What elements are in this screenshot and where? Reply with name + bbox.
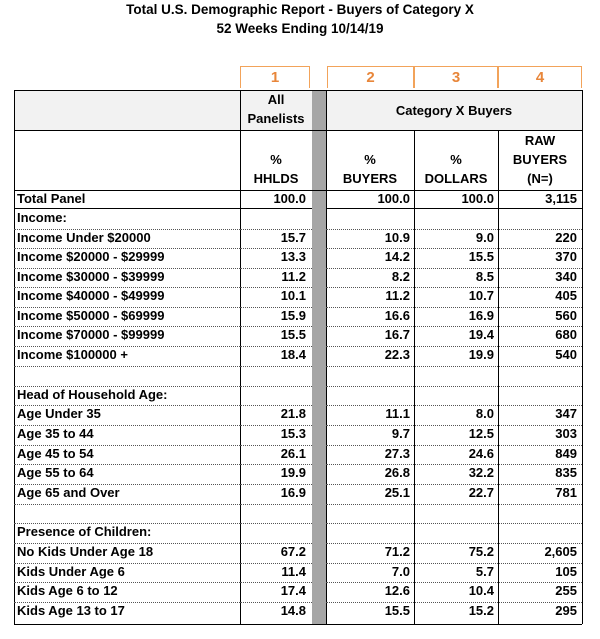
- row-label: Kids Age 13 to 17: [17, 603, 125, 618]
- column-number-3: 3: [414, 66, 498, 88]
- col2-header-2: BUYERS: [342, 171, 398, 186]
- row-value-dollars: 10.4: [468, 583, 494, 598]
- all-panelists-label-1: All: [267, 92, 285, 107]
- row-value-buyers: 15.5: [384, 603, 410, 618]
- table-bottom-border: [14, 624, 582, 625]
- row-value-buyers: 26.8: [384, 465, 410, 480]
- row-separator: [14, 504, 240, 505]
- row-value-dollars: 22.7: [468, 485, 494, 500]
- row-label: Total Panel: [17, 191, 86, 206]
- row-value-buyers: 100.0: [377, 191, 410, 206]
- row-value-buyers: 27.3: [384, 446, 410, 461]
- row-value-raw: 3,115: [545, 191, 577, 206]
- row-value-buyers: 14.2: [384, 249, 410, 264]
- row-value-hhlds: 15.9: [280, 308, 306, 323]
- row-value-dollars: 16.9: [468, 308, 494, 323]
- row-value-raw: 340: [555, 269, 577, 284]
- report-title: Total U.S. Demographic Report - Buyers of Category X: [126, 2, 474, 17]
- row-value-dollars: 19.9: [468, 347, 494, 362]
- row-value-dollars: 12.5: [468, 426, 494, 441]
- row-value-buyers: 71.2: [384, 544, 410, 559]
- row-value-buyers: 22.3: [384, 347, 410, 362]
- row-label: No Kids Under Age 18: [17, 544, 154, 559]
- row-value-raw: 370: [555, 249, 577, 264]
- row-value-raw: 220: [555, 230, 577, 245]
- row-value-dollars: 100.0: [461, 191, 494, 206]
- row-value-buyers: 16.7: [384, 327, 410, 342]
- total-row-line-right: [326, 208, 582, 209]
- row-value-buyers: 11.1: [385, 406, 410, 421]
- row-value-raw: 303: [555, 426, 577, 441]
- row-label: Income $50000 - $69999: [17, 308, 165, 323]
- column-separator: [312, 90, 326, 625]
- row-separator: [240, 504, 312, 505]
- row-value-dollars: 32.2: [468, 465, 494, 480]
- row-label: Income $20000 - $29999: [17, 249, 165, 264]
- row-value-raw: 347: [555, 406, 577, 421]
- table-right-border: [582, 90, 583, 624]
- col1-header-2: HHLDS: [253, 171, 299, 186]
- row-value-dollars: 75.2: [468, 544, 494, 559]
- row-value-buyers: 16.6: [384, 308, 410, 323]
- row-value-hhlds: 10.1: [280, 288, 306, 303]
- row-value-hhlds: 18.4: [280, 347, 306, 362]
- row-value-dollars: 8.0: [475, 406, 494, 421]
- row-value-buyers: 11.2: [385, 288, 410, 303]
- row-value-raw: 680: [555, 327, 577, 342]
- col4-header-3: (N=): [527, 171, 553, 186]
- row-value-dollars: 8.5: [475, 269, 494, 284]
- table-top-border: [14, 90, 582, 91]
- row-value-buyers: 25.1: [384, 485, 410, 500]
- row-value-hhlds: 26.1: [280, 446, 306, 461]
- header-divider: [14, 130, 582, 131]
- row-value-dollars: 19.4: [468, 327, 494, 342]
- total-row-line-left: [14, 208, 312, 209]
- row-value-hhlds: 16.9: [280, 485, 306, 500]
- col4-header-2: BUYERS: [512, 152, 568, 167]
- row-label: Age Under 35: [17, 406, 101, 421]
- row-label: Age 45 to 54: [17, 446, 94, 461]
- row-label: Kids Age 6 to 12: [17, 583, 118, 598]
- row-value-buyers: 7.0: [391, 564, 410, 579]
- row-value-hhlds: 15.3: [280, 426, 306, 441]
- row-value-raw: 405: [555, 288, 577, 303]
- row-value-buyers: 9.7: [391, 426, 410, 441]
- row-separator: [326, 523, 582, 524]
- row-value-dollars: 5.7: [475, 564, 494, 579]
- row-separator: [326, 386, 582, 387]
- row-separator: [240, 366, 312, 367]
- row-value-hhlds: 100.0: [273, 191, 306, 206]
- row-label: Income $70000 - $99999: [17, 327, 165, 342]
- row-value-dollars: 9.0: [475, 230, 494, 245]
- row-value-dollars: 15.2: [468, 603, 494, 618]
- row-value-hhlds: 15.5: [280, 327, 306, 342]
- row-value-raw: 105: [555, 564, 577, 579]
- row-label: Income $40000 - $49999: [17, 288, 165, 303]
- row-value-hhlds: 11.2: [281, 269, 306, 284]
- row-label: Income $100000 +: [17, 347, 128, 362]
- row-value-raw: 781: [555, 485, 577, 500]
- row-value-hhlds: 14.8: [280, 603, 306, 618]
- row-value-hhlds: 13.3: [280, 249, 306, 264]
- row-value-raw: 540: [555, 347, 577, 362]
- row-label: Income $30000 - $39999: [17, 269, 165, 284]
- row-separator: [326, 504, 582, 505]
- row-value-hhlds: 67.2: [280, 544, 306, 559]
- category-buyers-label: Category X Buyers: [395, 103, 513, 118]
- row-label: Presence of Children:: [17, 524, 152, 539]
- row-value-raw: 835: [555, 465, 577, 480]
- column-number-2: 2: [327, 66, 414, 88]
- row-value-dollars: 10.7: [468, 288, 494, 303]
- row-value-hhlds: 19.9: [280, 465, 306, 480]
- row-value-dollars: 24.6: [468, 446, 494, 461]
- row-value-buyers: 12.6: [384, 583, 410, 598]
- col3-header-1: %: [450, 152, 462, 167]
- row-label: Age 35 to 44: [17, 426, 94, 441]
- row-label: Age 65 and Over: [17, 485, 120, 500]
- row-label: Head of Household Age:: [17, 387, 168, 402]
- col4-header-1: RAW: [524, 133, 556, 148]
- row-value-raw: 295: [555, 603, 577, 618]
- row-separator: [240, 386, 312, 387]
- row-value-hhlds: 15.7: [280, 230, 306, 245]
- row-value-hhlds: 17.4: [280, 583, 306, 598]
- report-subtitle: 52 Weeks Ending 10/14/19: [216, 21, 384, 36]
- row-value-buyers: 10.9: [384, 230, 410, 245]
- row-value-hhlds: 21.8: [280, 406, 306, 421]
- row-label: Income:: [17, 210, 67, 225]
- column-number-1: 1: [240, 66, 310, 88]
- row-value-hhlds: 11.4: [281, 564, 306, 579]
- col1-header-1: %: [270, 152, 282, 167]
- row-value-raw: 2,605: [544, 544, 577, 559]
- row-separator: [326, 366, 582, 367]
- row-separator: [240, 523, 312, 524]
- row-separator: [14, 366, 240, 367]
- row-value-raw: 849: [555, 446, 577, 461]
- row-label: Age 55 to 64: [17, 465, 94, 480]
- row-value-raw: 255: [555, 583, 577, 598]
- row-value-buyers: 8.2: [391, 269, 410, 284]
- column-number-4: 4: [498, 66, 582, 88]
- all-panelists-label-2: Panelists: [247, 111, 305, 126]
- col2-header-1: %: [364, 152, 376, 167]
- row-value-dollars: 15.5: [468, 249, 494, 264]
- col3-header-2: DOLLARS: [424, 171, 488, 186]
- row-value-raw: 560: [555, 308, 577, 323]
- row-label: Kids Under Age 6: [17, 564, 125, 579]
- row-label: Income Under $20000: [17, 230, 151, 245]
